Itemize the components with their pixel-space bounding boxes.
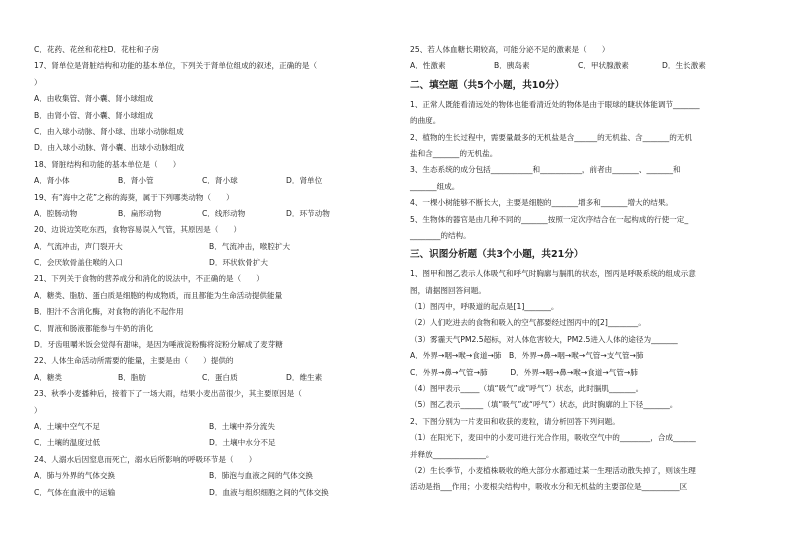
option: C．蛋白质 — [202, 372, 238, 382]
text-line: （5）图乙表示______（填“吸气”或“呼气”）状态，此时胸廓的上下径_______。 — [410, 400, 678, 410]
option: C．会厌软骨盖住喉的入口 — [34, 258, 123, 268]
section-heading: 三、识图分析题（共3个小题，共21分） — [410, 249, 584, 261]
option: B．胰岛素 — [494, 61, 530, 71]
text-line: C．外界→鼻→气管→肺 D．外界→咽→鼻→喉→食道→气管→肺 — [410, 367, 638, 377]
text-line: A．糖类、脂肪、蛋白质是细胞的构成物质，而且都能为生命活动提供能量 — [34, 290, 283, 300]
option-row — [34, 255, 384, 271]
text-line: D．牙齿咀嚼米饭会觉得有甜味，是因为唾液淀粉酶将淀粉分解成了麦芽糖 — [34, 340, 283, 350]
option: D．维生素 — [286, 372, 323, 382]
text-line: B．胆汁不含消化酶，对食物的消化不起作用 — [34, 307, 184, 317]
text-line: ） — [34, 77, 42, 87]
text-line: _______组成。 — [410, 181, 460, 191]
text-line: 2、植物的生长过程中，需要量最多的无机盐是含______的无机盐、含_______的无机 — [410, 132, 692, 142]
text-line: （2）生长季节，小麦植株吸收的绝大部分水都通过某一生理活动散失掉了，则该生理 — [410, 465, 696, 475]
option: A．肺与外界的气体交换 — [34, 471, 116, 481]
text-line: 活动是指___作用；小麦根尖结构中，吸收水分和无机盐的主要部位是__________区 — [410, 482, 688, 492]
text-line: （2）人们吃进去的食物和吸入的空气都要经过图丙中的[2]________。 — [410, 318, 646, 328]
option: D．生长激素 — [662, 61, 706, 71]
text-line: 并释放______________。 — [410, 449, 494, 459]
text-line: 1、正常人既能看清远处的物体也能看清近处的物体是由于眼球的睫状体能调节_______ — [410, 99, 700, 109]
option: A．土壤中空气不足 — [34, 421, 100, 431]
text-line: （1）在阳光下，麦田中的小麦可进行光合作用，吸收空气中的________，合成______ — [410, 433, 696, 443]
option-row — [34, 206, 384, 222]
text-line: 21、下列关于食物的营养成分和消化的说法中，不正确的是（ ） — [34, 274, 264, 284]
option: A．气流冲击，声门裂开大 — [34, 241, 123, 251]
option: C．甲状腺激素 — [578, 61, 629, 71]
option: C．肾小球 — [202, 176, 238, 186]
text-line: 17、肾单位是肾脏结构和功能的基本单位，下列关于肾单位组成的叙述，正确的是（ — [34, 61, 318, 71]
option: B．土壤中养分流失 — [209, 421, 275, 431]
text-line: ） — [34, 405, 42, 415]
text-line: 25、若人体血糖长期较高，可能分泌不足的激素是（ ） — [410, 45, 610, 54]
text-line: 盐和含_______的无机盐。 — [410, 148, 498, 158]
option: C．气体在血液中的运输 — [34, 487, 116, 497]
text-line: 19、有“海中之花”之称的海葵，属于下列哪类动物（ ） — [34, 192, 234, 202]
text-line: （1）图丙中，呼吸道的起点是[1]_______。 — [410, 302, 559, 312]
text-line: 20、边说边笑吃东西，食物容易误入气管，其原因是（ ） — [34, 225, 242, 235]
text-line: B．由肾小管、肾小囊、肾小球组成 — [34, 110, 154, 120]
option: D．环节动物 — [286, 208, 330, 218]
text-line: A．由收集管、肾小囊、肾小球组成 — [34, 94, 154, 104]
text-line: 5、生物体的器官是由几种不同的_______按照一定次序结合在一起构成的行使一定_ — [410, 214, 689, 224]
text-line: A．外界→咽→喉→食道→肺 B．外界→鼻→咽→喉→气管→支气管→肺 — [410, 351, 644, 361]
text-line: C．胃液和肠液都能参与牛奶的消化 — [34, 323, 154, 333]
text-line: D．由入球小动脉、肾小囊、出球小动脉组成 — [34, 143, 185, 153]
option-row — [34, 370, 384, 386]
option: A．性激素 — [410, 61, 446, 71]
option-row — [34, 173, 384, 189]
option: A．肾小体 — [34, 176, 70, 186]
option-row — [34, 468, 384, 484]
option: D．土壤中水分不足 — [209, 438, 276, 448]
text-line: 的曲度。 — [410, 116, 441, 126]
text-line: 4、一棵小树能够不断长大，主要是细胞的_______增多和_______增大的结果。 — [410, 198, 674, 208]
text-line: 23、秋季小麦播种后，接着下了一场大雨，结果小麦出苗很少，其主要原因是（ — [34, 389, 302, 399]
option: A．糖类 — [34, 372, 62, 382]
option: B．气流冲击，喉腔扩大 — [209, 241, 291, 251]
text-line: 22、人体生命活动所需要的能量，主要是由（ ）提供的 — [34, 356, 234, 366]
text-line: （4）图甲表示_____（填“吸气”或“呼气”）状态，此时膈肌_______。 — [410, 384, 644, 394]
option: C．土壤的温度过低 — [34, 438, 101, 448]
option: D．血液与组织细胞之间的气体交换 — [209, 487, 329, 497]
text-line: 1、图甲和图乙表示人体吸气和呼气时胸廓与膈肌的状态，图丙是呼吸系统的组成示意 — [410, 269, 696, 279]
text-line: C．花药、花丝和花柱D．花柱和子房 — [34, 45, 160, 54]
text-line: 18、肾脏结构和功能的基本单位是（ ） — [34, 159, 181, 169]
option: D．环状软骨扩大 — [209, 258, 269, 268]
option-row — [34, 435, 384, 451]
text-line: 3、生态系统的成分包括___________和___________，前者由_______、_______和 — [410, 165, 681, 175]
right-column — [410, 42, 762, 496]
option-row — [34, 239, 384, 255]
option: A．腔肠动物 — [34, 208, 78, 218]
text-line: ________的结构。 — [410, 230, 471, 240]
option-row — [34, 419, 384, 435]
option-row — [410, 58, 762, 74]
text-line: 24、人溺水后因窒息而死亡，溺水后所影响的呼吸环节是（ ） — [34, 454, 257, 464]
option: B．扁形动物 — [118, 208, 162, 218]
section-heading: 二、填空题（共5个小题，共10分） — [410, 79, 565, 91]
text-line: C．由入球小动脉、肾小球、出球小动脉组成 — [34, 126, 184, 136]
text-line: （3）雾霾天气PM2.5超标，对人体危害较大，PM2.5进入人体的途径为_______ — [410, 334, 678, 344]
option: B．脂肪 — [118, 372, 146, 382]
option: D．肾单位 — [286, 176, 323, 186]
text-line: 图，请据图回答问题。 — [410, 285, 486, 295]
option-row — [34, 485, 384, 501]
left-column — [34, 42, 384, 501]
text-line: 2、下图分别为一片麦田和收获的麦粒，请分析回答下列问题。 — [410, 416, 620, 426]
option: B．肾小管 — [118, 176, 154, 186]
option: C．线形动物 — [202, 208, 246, 218]
option: B．肺泡与血液之间的气体交换 — [209, 471, 313, 481]
